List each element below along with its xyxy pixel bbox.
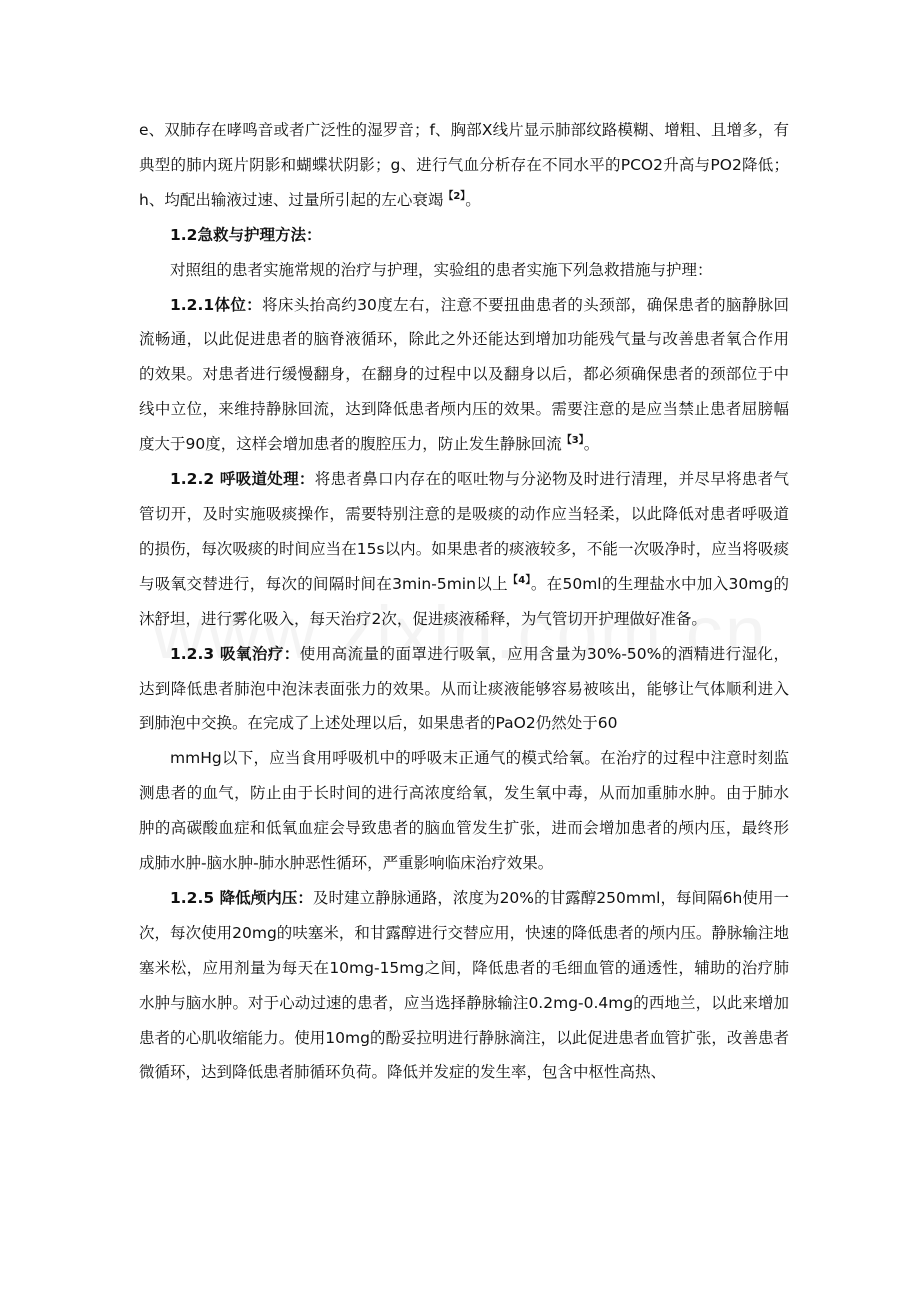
section-1-2-3: 1.2.3 吸氧治疗：使用高流量的面罩进行吸氧，应用含量为30%-50%的酒精进行湿化，达到降低患者肺泡中泡沫表面张力的效果。从而让痰液能够容易被咳出，能够让气体顺利进入到肺泡中交换。在完成了上述处理以后，如果患者的PaO2仍然处于60 <box>139 644 790 733</box>
section-1-2-5: 1.2.5 降低颅内压：及时建立静脉通路，浓度为20%的甘露醇250mml，每间隔6h使用一次，每次使用20mg的呋塞米，和甘露醇进行交替应用，快速的降低患者的颅内压。静脉输注地塞米松，应用剂量为每天在10mg-15mg之间，降低患者的毛细血管的通透性，辅助的治疗肺水肿与脑水肿。对于心动过速的患者，应当选择静脉输注0.2mg-0.4mg的西地兰，以此来增加患者的心肌收缩能力。使用10mg的酚妥拉明进行静脉滴注，以此促进患者血管扩张，改善患者微循环，达到降低患者肺循环负荷。降低并发症的发生率，包含中枢性高热、 <box>139 888 790 1082</box>
section-heading-1-2: 1.2急救与护理方法： <box>170 225 322 244</box>
paragraph-intro: 对照组的患者实施常规的治疗与护理，实验组的患者实施下列急救措施与护理： <box>170 260 713 279</box>
section-heading: 1.2.2 呼吸道处理： <box>170 470 315 489</box>
citation-ref: 【2】 <box>443 190 466 202</box>
section-heading: 1.2.3 吸氧治疗： <box>170 644 300 663</box>
paragraph-continuation: mmHg以下，应当食用呼吸机中的呼吸末正通气的模式给氧。在治疗的过程中注意时刻监测患者的血气，防止由于长时间的进行高浓度给氧，发生氧中毒，从而加重肺水肿。由于肺水肿的高碳酸血症和低氧血症会导致患者的脑血管发生扩张，进而会增加患者的颅内压，最终形成肺水肿-脑水肿-肺水肿恶性循环，严重影响临床治疗效果。 <box>139 749 789 873</box>
section-heading: 1.2.5 降低颅内压： <box>170 888 313 907</box>
paragraph-criteria: e、双肺存在哮鸣音或者广泛性的湿罗音；f、胸部X线片显示肺部纹路模糊、增粗、且增多，有典型的肺内斑片阴影和蝴蝶状阴影；g、进行气血分析存在不同水平的PCO2升高与PO2降低；h、均配出输液过速、过量所引起的左心衰竭$^{【2】}$。 <box>139 121 789 209</box>
citation-ref: 【3】 <box>561 435 584 446</box>
section-1-2-2: 1.2.2 呼吸道处理：将患者鼻口内存在的呕吐物与分泌物及时进行清理，并尽早将患者气管切开，及时实施吸痰操作，需要特别注意的是吸痰的动作应当轻柔，以此降低对患者呼吸道的损伤，每次吸痰的时间应当在15s以内。如果患者的痰液较多，不能一次吸净时，应当将吸痰与吸氧交替进行，每次的间隔时间在3min-5min以上$^{【4】}$。在50ml的生理盐水中加入30mg的沐舒坦，进行雾化吸入，每天治疗2次，促进痰液稀释，为气管切开护理做好准备。 <box>139 470 789 628</box>
section-1-2-1: 1.2.1体位：将床头抬高约30度左右，注意不要扭曲患者的头颈部，确保患者的脑静脉回流畅通，以此促进患者的脑脊液循环，除此之外还能达到增加功能残气量与改善患者氧合作用的效果。对患者进行缓慢翻身，在翻身的过程中以及翻身以后，都必须确保患者的颈部位于中线中立位，来维持静脉回流，达到降低患者颅内压的效果。需要注意的是应当禁止患者屈膀幅度大于90度，这样会增加患者的腹腔压力，防止发生静脉回流$^{【3】}$。 <box>139 295 789 454</box>
section-heading: 1.2.1体位： <box>170 295 263 314</box>
citation-ref: 【4】 <box>507 574 531 586</box>
document-body <box>139 113 789 1090</box>
